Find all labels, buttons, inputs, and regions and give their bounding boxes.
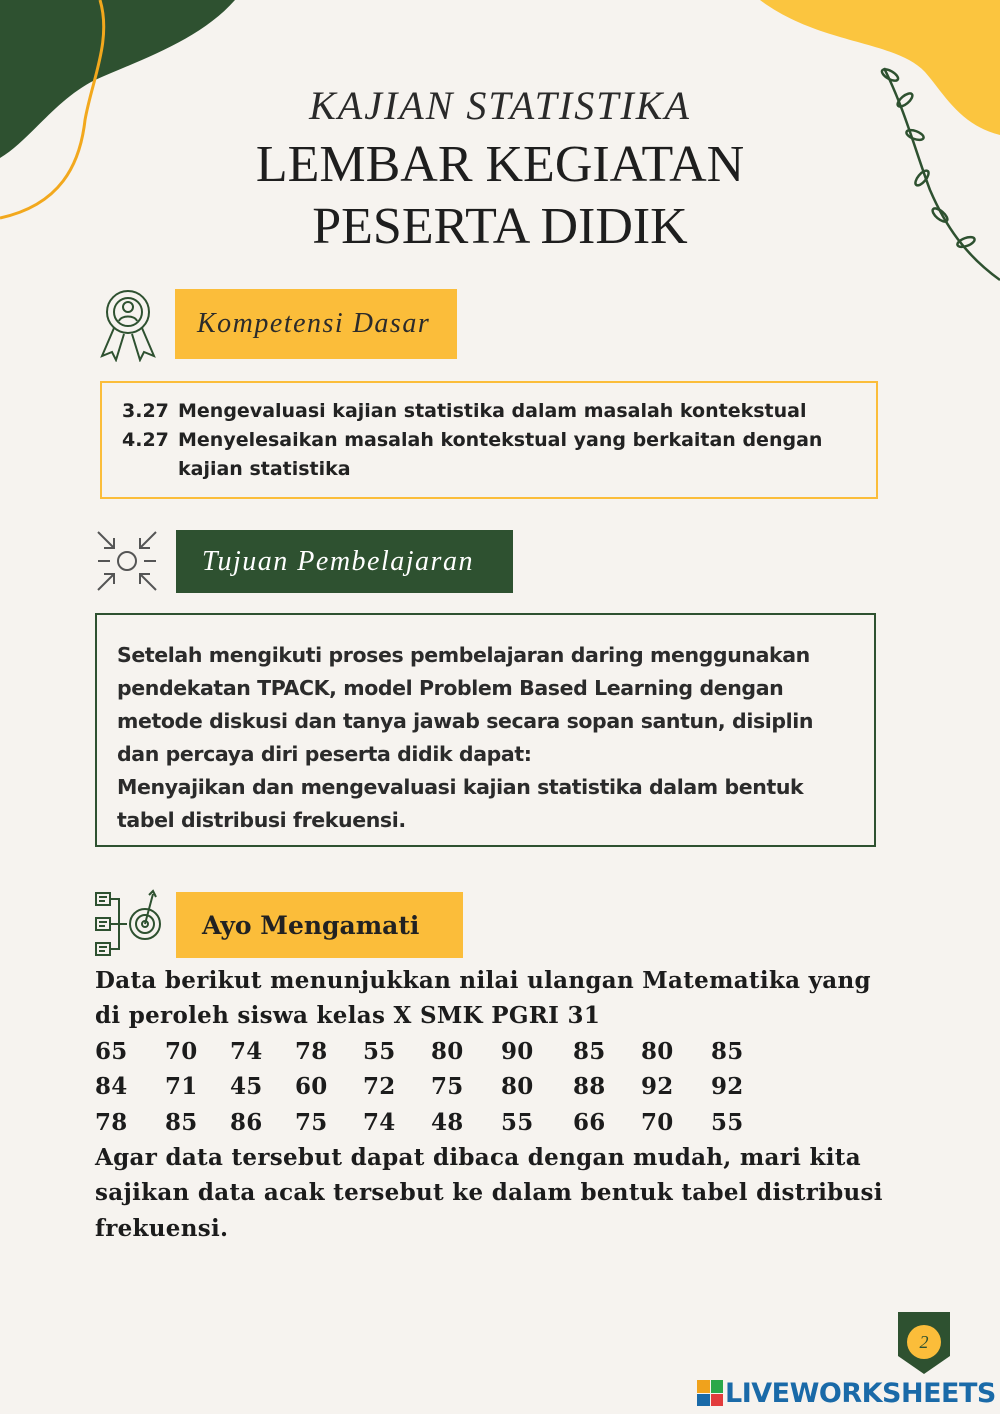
liveworksheets-brand-text: LIVEWORKSHEETS	[725, 1377, 996, 1409]
data-value: 78	[295, 1037, 328, 1065]
data-value: 74	[363, 1108, 396, 1136]
page-number-badge	[898, 1312, 950, 1374]
data-row	[95, 1069, 885, 1104]
data-value: 48	[431, 1108, 464, 1136]
ayo-outro: Agar data tersebut dapat dibaca dengan mudah, mari kita sajikan data acak tersebut ke dalam bentuk tabel distribusi frekuensi.	[95, 1143, 883, 1242]
page-subtitle: KAJIAN STATISTIKA	[309, 83, 691, 128]
data-row	[95, 1105, 885, 1140]
page-number: 2	[919, 1332, 929, 1352]
data-value: 55	[711, 1108, 744, 1136]
tujuan-pembelajaran-label: Tujuan Pembelajaran	[176, 530, 513, 593]
kd-text: Mengevaluasi kajian statistika dalam masalah kontekstual	[178, 400, 807, 422]
list-item	[122, 397, 876, 426]
tujuan-text-2: Menyajikan dan mengevaluasi kajian statistika dalam bentuk tabel distribusi frekuensi.	[117, 775, 804, 832]
target-flowchart-icon	[93, 889, 163, 959]
kd-text: Menyelesaikan masalah kontekstual yang berkaitan dengan kajian statistika	[178, 429, 823, 480]
kompetensi-dasar-box	[100, 381, 878, 499]
data-value: 71	[165, 1073, 198, 1101]
data-value: 85	[165, 1108, 198, 1136]
data-value: 88	[573, 1073, 606, 1101]
data-value: 60	[295, 1073, 328, 1101]
data-value: 55	[501, 1108, 534, 1136]
focus-arrows-icon	[94, 528, 160, 594]
data-row	[95, 1034, 885, 1069]
data-value: 92	[711, 1073, 744, 1101]
tujuan-text: Setelah mengikuti proses pembelajaran daring menggunakan pendekatan TPACK, model Problem Based Learning dengan metode diskusi dan tanya jawab secara sopan santun, disiplin dan percaya diri peserta didik dapat:	[117, 643, 814, 766]
data-values	[95, 1034, 885, 1140]
award-ribbon-icon	[98, 288, 158, 362]
data-value: 86	[230, 1108, 263, 1136]
data-value: 70	[641, 1108, 674, 1136]
data-value: 74	[230, 1037, 263, 1065]
page-title	[0, 134, 1000, 258]
data-value: 80	[501, 1073, 534, 1101]
data-value: 85	[573, 1037, 606, 1065]
data-value: 75	[295, 1108, 328, 1136]
liveworksheets-logo[interactable]	[697, 1376, 996, 1410]
data-value: 78	[95, 1108, 128, 1136]
kompetensi-dasar-label: Kompetensi Dasar	[175, 289, 457, 359]
data-value: 65	[95, 1037, 128, 1065]
ayo-mengamati-label: Ayo Mengamati	[176, 892, 463, 958]
data-value: 92	[641, 1073, 674, 1101]
ayo-mengamati-content	[95, 963, 885, 1246]
list-item	[122, 426, 876, 484]
data-value: 70	[165, 1037, 198, 1065]
kd-number: 3.27	[122, 400, 169, 422]
liveworksheets-logo-icon	[697, 1380, 723, 1406]
data-value: 85	[711, 1037, 744, 1065]
tujuan-pembelajaran-box	[95, 613, 876, 847]
page-title-line2: PESERTA DIDIK	[312, 198, 688, 255]
data-value: 45	[230, 1073, 263, 1101]
data-value: 72	[363, 1073, 396, 1101]
data-value: 84	[95, 1073, 128, 1101]
kd-number: 4.27	[122, 429, 169, 451]
data-value: 75	[431, 1073, 464, 1101]
page-title-line1: LEMBAR KEGIATAN	[255, 136, 745, 193]
data-value: 80	[431, 1037, 464, 1065]
data-value: 66	[573, 1108, 606, 1136]
data-value: 55	[363, 1037, 396, 1065]
ayo-intro: Data berikut menunjukkan nilai ulangan Matematika yang di peroleh siswa kelas X SMK PGRI 31	[95, 967, 871, 1030]
data-value: 80	[641, 1037, 674, 1065]
data-value: 90	[501, 1037, 534, 1065]
